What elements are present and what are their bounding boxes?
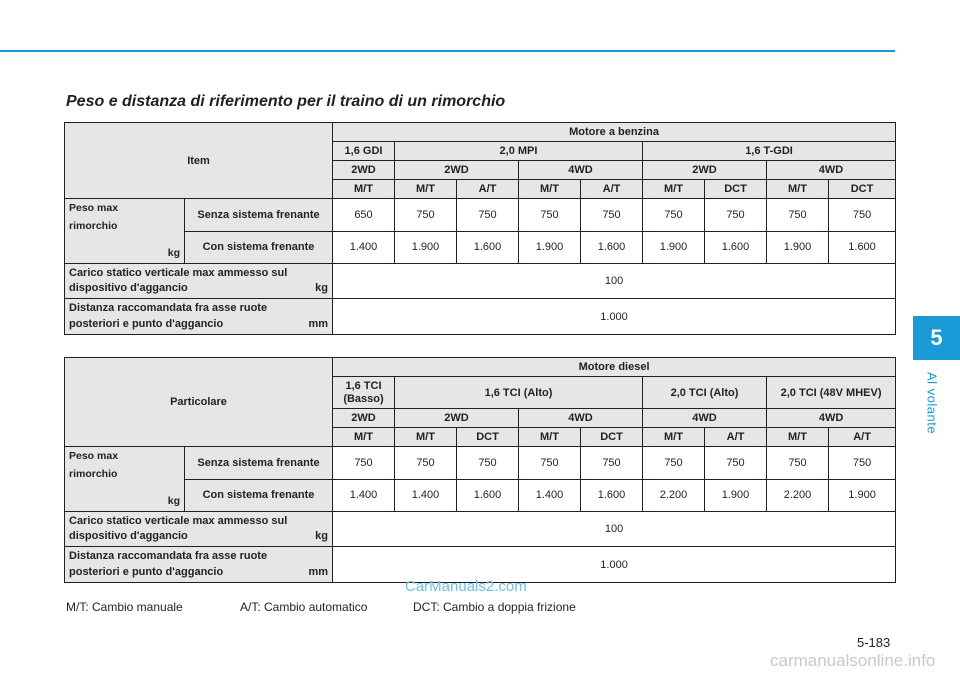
value-cell: 2.200 (767, 479, 829, 512)
transmission-header: M/T (333, 428, 395, 447)
value-cell: 1.900 (705, 479, 767, 512)
page-number: 5-183 (857, 635, 891, 650)
value-cell: 750 (457, 447, 519, 480)
engine-header-line2: (Basso) (343, 392, 384, 405)
watermark: CarManuals2.com (405, 578, 527, 595)
distance-line2: posteriori e punto d'aggancio (69, 318, 224, 330)
distance-label (65, 547, 333, 583)
site-watermark: carmanualsonline.info (770, 651, 936, 670)
static-load-line1: Carico statico verticale max ammesso sul (69, 267, 288, 279)
drive-header: 4WD (767, 161, 896, 180)
value-cell: 750 (767, 199, 829, 232)
engine-header-line1: 1,6 TCI (345, 379, 382, 392)
chapter-tab: 5 (913, 316, 960, 360)
static-load-line1: Carico statico verticale max ammesso sul (69, 515, 288, 527)
distance-value: 1.000 (333, 299, 896, 335)
item-header: Item (65, 123, 333, 199)
static-load-unit: kg (315, 282, 328, 294)
no-brake-label: Senza sistema frenante (185, 447, 333, 480)
value-cell: 750 (705, 447, 767, 480)
value-cell: 750 (829, 447, 896, 480)
footnote-item: DCT: Cambio a doppia frizione (413, 600, 576, 614)
max-trailer-weight-label (65, 447, 185, 512)
transmission-header: DCT (829, 180, 896, 199)
drive-header: 2WD (395, 161, 519, 180)
static-load-line2: dispositivo d'aggancio (69, 530, 188, 542)
value-cell: 750 (643, 199, 705, 232)
static-load-value: 100 (333, 264, 896, 299)
transmission-header: M/T (519, 428, 581, 447)
brake-label: Con sistema frenante (185, 479, 333, 512)
value-cell: 1.600 (457, 231, 519, 264)
value-cell: 750 (581, 199, 643, 232)
transmission-header: M/T (643, 428, 705, 447)
value-cell: 750 (705, 199, 767, 232)
drive-header: 4WD (519, 161, 643, 180)
value-cell: 750 (333, 447, 395, 480)
drive-header: 4WD (767, 409, 896, 428)
static-load-line2: dispositivo d'aggancio (69, 282, 188, 294)
transmission-header: M/T (767, 180, 829, 199)
value-cell: 750 (643, 447, 705, 480)
transmission-header: DCT (581, 428, 643, 447)
transmission-header: M/T (767, 428, 829, 447)
value-cell: 1.900 (767, 231, 829, 264)
max-trailer-weight-line1: Peso max (69, 202, 119, 214)
engine-header (333, 377, 395, 409)
transmission-header: DCT (457, 428, 519, 447)
distance-line1: Distanza raccomandata fra asse ruote (69, 302, 268, 314)
max-trailer-weight-line2: rimorchio (69, 468, 118, 480)
value-cell: 750 (767, 447, 829, 480)
value-cell: 1.600 (457, 479, 519, 512)
transmission-header: A/T (581, 180, 643, 199)
transmission-header: M/T (395, 428, 457, 447)
distance-label (65, 299, 333, 335)
value-cell: 750 (581, 447, 643, 480)
drive-header: 4WD (643, 409, 767, 428)
distance-line1: Distanza raccomandata fra asse ruote (69, 550, 268, 562)
transmission-header: A/T (705, 428, 767, 447)
engine-header: 2,0 TCI (48V MHEV) (767, 377, 896, 409)
engine-header: 2,0 TCI (Alto) (643, 377, 767, 409)
max-trailer-weight-unit: kg (167, 495, 180, 507)
value-cell: 1.600 (705, 231, 767, 264)
value-cell: 650 (333, 199, 395, 232)
engine-group-header: Motore a benzina (333, 123, 896, 142)
value-cell: 750 (519, 199, 581, 232)
transmission-header: DCT (705, 180, 767, 199)
drive-header: 2WD (643, 161, 767, 180)
value-cell: 1.400 (333, 479, 395, 512)
transmission-header: M/T (643, 180, 705, 199)
value-cell: 750 (457, 199, 519, 232)
max-trailer-weight-label (65, 199, 185, 264)
engine-header: 1,6 GDI (333, 142, 395, 161)
diesel-towing-table (64, 357, 896, 583)
footnote-item: M/T: Cambio manuale (66, 600, 183, 614)
petrol-towing-table (64, 122, 896, 335)
value-cell: 1.900 (829, 479, 896, 512)
distance-unit: mm (308, 318, 328, 330)
engine-header: 2,0 MPI (395, 142, 643, 161)
drive-header: 2WD (395, 409, 519, 428)
transmission-header: M/T (395, 180, 457, 199)
value-cell: 750 (829, 199, 896, 232)
engine-group-header: Motore diesel (333, 358, 896, 377)
value-cell: 1.600 (829, 231, 896, 264)
footnote-item: A/T: Cambio automatico (240, 600, 368, 614)
static-load-value: 100 (333, 512, 896, 547)
distance-value: 1.000 (333, 547, 896, 583)
value-cell: 1.600 (581, 231, 643, 264)
no-brake-label: Senza sistema frenante (185, 199, 333, 232)
transmission-header: M/T (333, 180, 395, 199)
drive-header: 4WD (519, 409, 643, 428)
value-cell: 1.400 (333, 231, 395, 264)
static-load-label (65, 512, 333, 547)
value-cell: 1.900 (519, 231, 581, 264)
engine-header: 1,6 T-GDI (643, 142, 896, 161)
drive-header: 2WD (333, 409, 395, 428)
value-cell: 750 (395, 199, 457, 232)
engine-header: 1,6 TCI (Alto) (395, 377, 643, 409)
chapter-name: Al volante (924, 371, 940, 435)
section-title: Peso e distanza di riferimento per il traino di un rimorchio (66, 93, 506, 110)
value-cell: 1.400 (519, 479, 581, 512)
distance-unit: mm (308, 566, 328, 578)
value-cell: 1.900 (643, 231, 705, 264)
value-cell: 2.200 (643, 479, 705, 512)
max-trailer-weight-line1: Peso max (69, 450, 119, 462)
value-cell: 1.900 (395, 231, 457, 264)
transmission-header: A/T (457, 180, 519, 199)
value-cell: 1.400 (395, 479, 457, 512)
top-rule (0, 50, 895, 52)
value-cell: 750 (395, 447, 457, 480)
static-load-label (65, 264, 333, 299)
drive-header: 2WD (333, 161, 395, 180)
value-cell: 1.600 (581, 479, 643, 512)
item-header: Particolare (65, 358, 333, 447)
transmission-header: M/T (519, 180, 581, 199)
brake-label: Con sistema frenante (185, 231, 333, 264)
value-cell: 750 (519, 447, 581, 480)
max-trailer-weight-line2: rimorchio (69, 220, 118, 232)
static-load-unit: kg (315, 530, 328, 542)
max-trailer-weight-unit: kg (167, 247, 180, 259)
transmission-header: A/T (829, 428, 896, 447)
distance-line2: posteriori e punto d'aggancio (69, 566, 224, 578)
